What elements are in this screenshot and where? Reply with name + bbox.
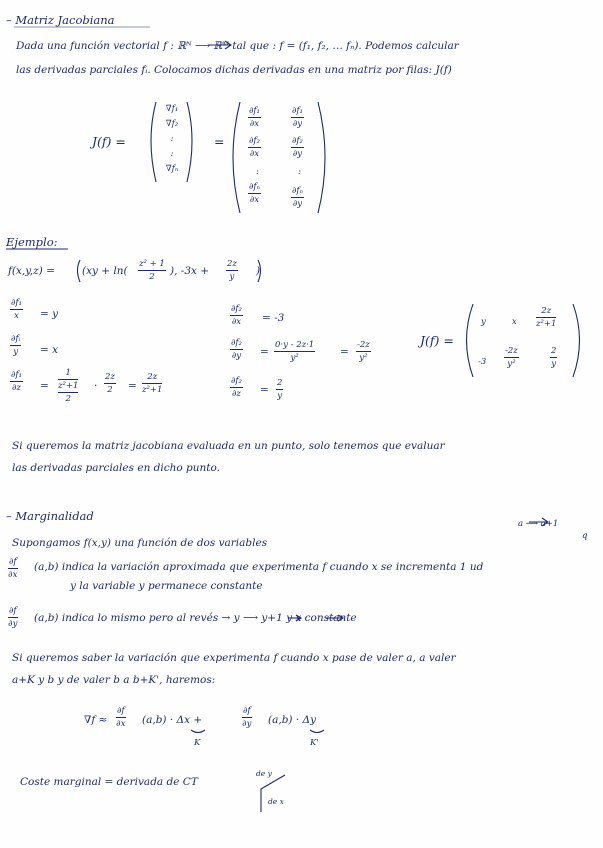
grad-entry: ∇f₁ xyxy=(165,104,179,114)
partial-fraction: ∂f ∂y xyxy=(8,606,18,629)
bracket-label: de x xyxy=(268,797,284,806)
equals-sign: = xyxy=(40,380,49,392)
matrix-dots: : xyxy=(298,167,301,177)
matrix-entry: ∂f₁ ∂x xyxy=(249,106,260,129)
text-line: las derivadas parciales en dicho punto. xyxy=(12,462,220,474)
bracket-label: de y xyxy=(256,769,272,778)
side-note: q xyxy=(582,531,588,541)
equals-sign: = xyxy=(260,346,269,358)
equals-sign: = xyxy=(214,134,225,149)
partial-fraction: ∂f ∂x xyxy=(116,706,126,729)
derivative-fraction: ∂f₁ x xyxy=(11,298,22,321)
equals-sign: = xyxy=(128,380,137,392)
function-part: ), -3x + xyxy=(170,265,210,277)
function-part: ) xyxy=(256,265,261,277)
text-line: Dada una función vectorial f : ℝᴺ ⟶ ℝᴹ tal que : f = (f₁, f₂, … fₙ). Podemos calcular xyxy=(16,40,459,52)
equals-sign: = xyxy=(340,346,349,358)
formula-part: ∇f ≈ xyxy=(84,714,108,726)
derivative-fraction: ∂f₂ ∂x xyxy=(231,304,242,327)
function-fraction: 2z y xyxy=(227,259,237,282)
function-part: (xy + ln( xyxy=(82,265,128,277)
jacobian-entry: -2z y² xyxy=(505,346,518,369)
derivative-fraction: 2z 2 xyxy=(105,372,115,395)
example-title: Ejemplo: xyxy=(6,235,58,249)
jacobian-label: J(f) = xyxy=(420,333,454,348)
derivative-fraction: 0·y - 2z·1 y² xyxy=(275,340,315,363)
underbrace-label: K xyxy=(194,738,201,748)
grad-entry: : xyxy=(170,149,174,159)
derivative-fraction: ∂f₂ ∂z xyxy=(231,376,242,399)
underbrace-label: K' xyxy=(310,738,319,748)
text-line: Si queremos la matriz jacobiana evaluada en un punto, solo tenemos que evaluar xyxy=(12,440,445,452)
derivative-fraction: -2z y² xyxy=(357,340,370,363)
derivative-fraction: ∂f₁ ∂z xyxy=(11,370,22,393)
derivative-result: = -3 xyxy=(262,312,285,324)
derivative-fraction: 2 y xyxy=(277,378,283,401)
matrix-entry: ∂fₙ ∂x xyxy=(249,182,260,205)
dot-operator: · xyxy=(94,380,98,392)
jacobian-entry: -3 xyxy=(478,357,487,367)
text-line: las derivadas parciales fᵢ. Colocamos dichas derivadas en una matriz por filas: J(f) xyxy=(16,64,452,76)
text-line: (a,b) indica lo mismo pero al revés → y ⟶ y+1 y x constante xyxy=(34,612,357,624)
derivative-fraction: ∂f₂ ∂y xyxy=(231,338,242,361)
jacobian-entry: y xyxy=(481,317,486,327)
function-lhs: f(x,y,z) = xyxy=(8,265,55,277)
equals-sign: = xyxy=(260,384,269,396)
gradient-column xyxy=(158,102,186,177)
formula-part: (a,b) · Δy xyxy=(268,714,317,726)
text-line: Supongamos f(x,y) una función de dos variables xyxy=(12,537,268,549)
jacobian-entry: x xyxy=(512,317,517,327)
function-fraction: z² + 1 2 xyxy=(139,259,165,282)
derivative-result: = y xyxy=(40,308,59,320)
derivative-fraction: 1 z²+1 2 xyxy=(58,368,79,404)
jacobian-entry: 2 y xyxy=(551,346,557,369)
text-line: y la variable y permanece constante xyxy=(70,580,263,592)
matrix-entry: ∂f₂ ∂y xyxy=(292,136,303,159)
derivative-fraction: ∂fᵢ y xyxy=(11,334,21,357)
partial-fraction: ∂f ∂y xyxy=(242,706,252,729)
grad-entry: ∇fₙ xyxy=(165,164,179,174)
text-line: a+K y b y de valer b a b+K', haremos: xyxy=(12,674,216,686)
matrix-entry: ∂f₂ ∂x xyxy=(249,136,260,159)
section-title-marginal: – Marginalidad xyxy=(6,509,94,523)
matrix-entry: ∂fₙ ∂y xyxy=(292,186,303,209)
text-line: Coste marginal = derivada de CT xyxy=(20,776,198,788)
matrix-entry: ∂f₁ ∂y xyxy=(292,106,303,129)
formula-part: (a,b) · Δx + xyxy=(142,714,203,726)
derivative-fraction: 2z z²+1 xyxy=(142,372,163,395)
derivative-result: = x xyxy=(40,344,59,356)
text-line: (a,b) indica la variación aproximada que experimenta f cuando x se incrementa 1 ud xyxy=(34,561,484,573)
text-line: Si queremos saber la variación que experimenta f cuando x pase de valer a, a valer xyxy=(12,652,456,664)
section-title-jacobian: – Matriz Jacobiana xyxy=(6,13,115,27)
side-note: a ⟶ a+1 xyxy=(518,519,559,529)
jacobian-entry: 2z z²+1 xyxy=(536,306,557,329)
partial-fraction: ∂f ∂x xyxy=(8,557,18,580)
jacobian-label: J(f) = xyxy=(92,134,126,149)
matrix-dots: : xyxy=(256,167,259,177)
grad-entry: ∇f₂ xyxy=(165,119,179,129)
grad-entry: : xyxy=(170,134,174,144)
